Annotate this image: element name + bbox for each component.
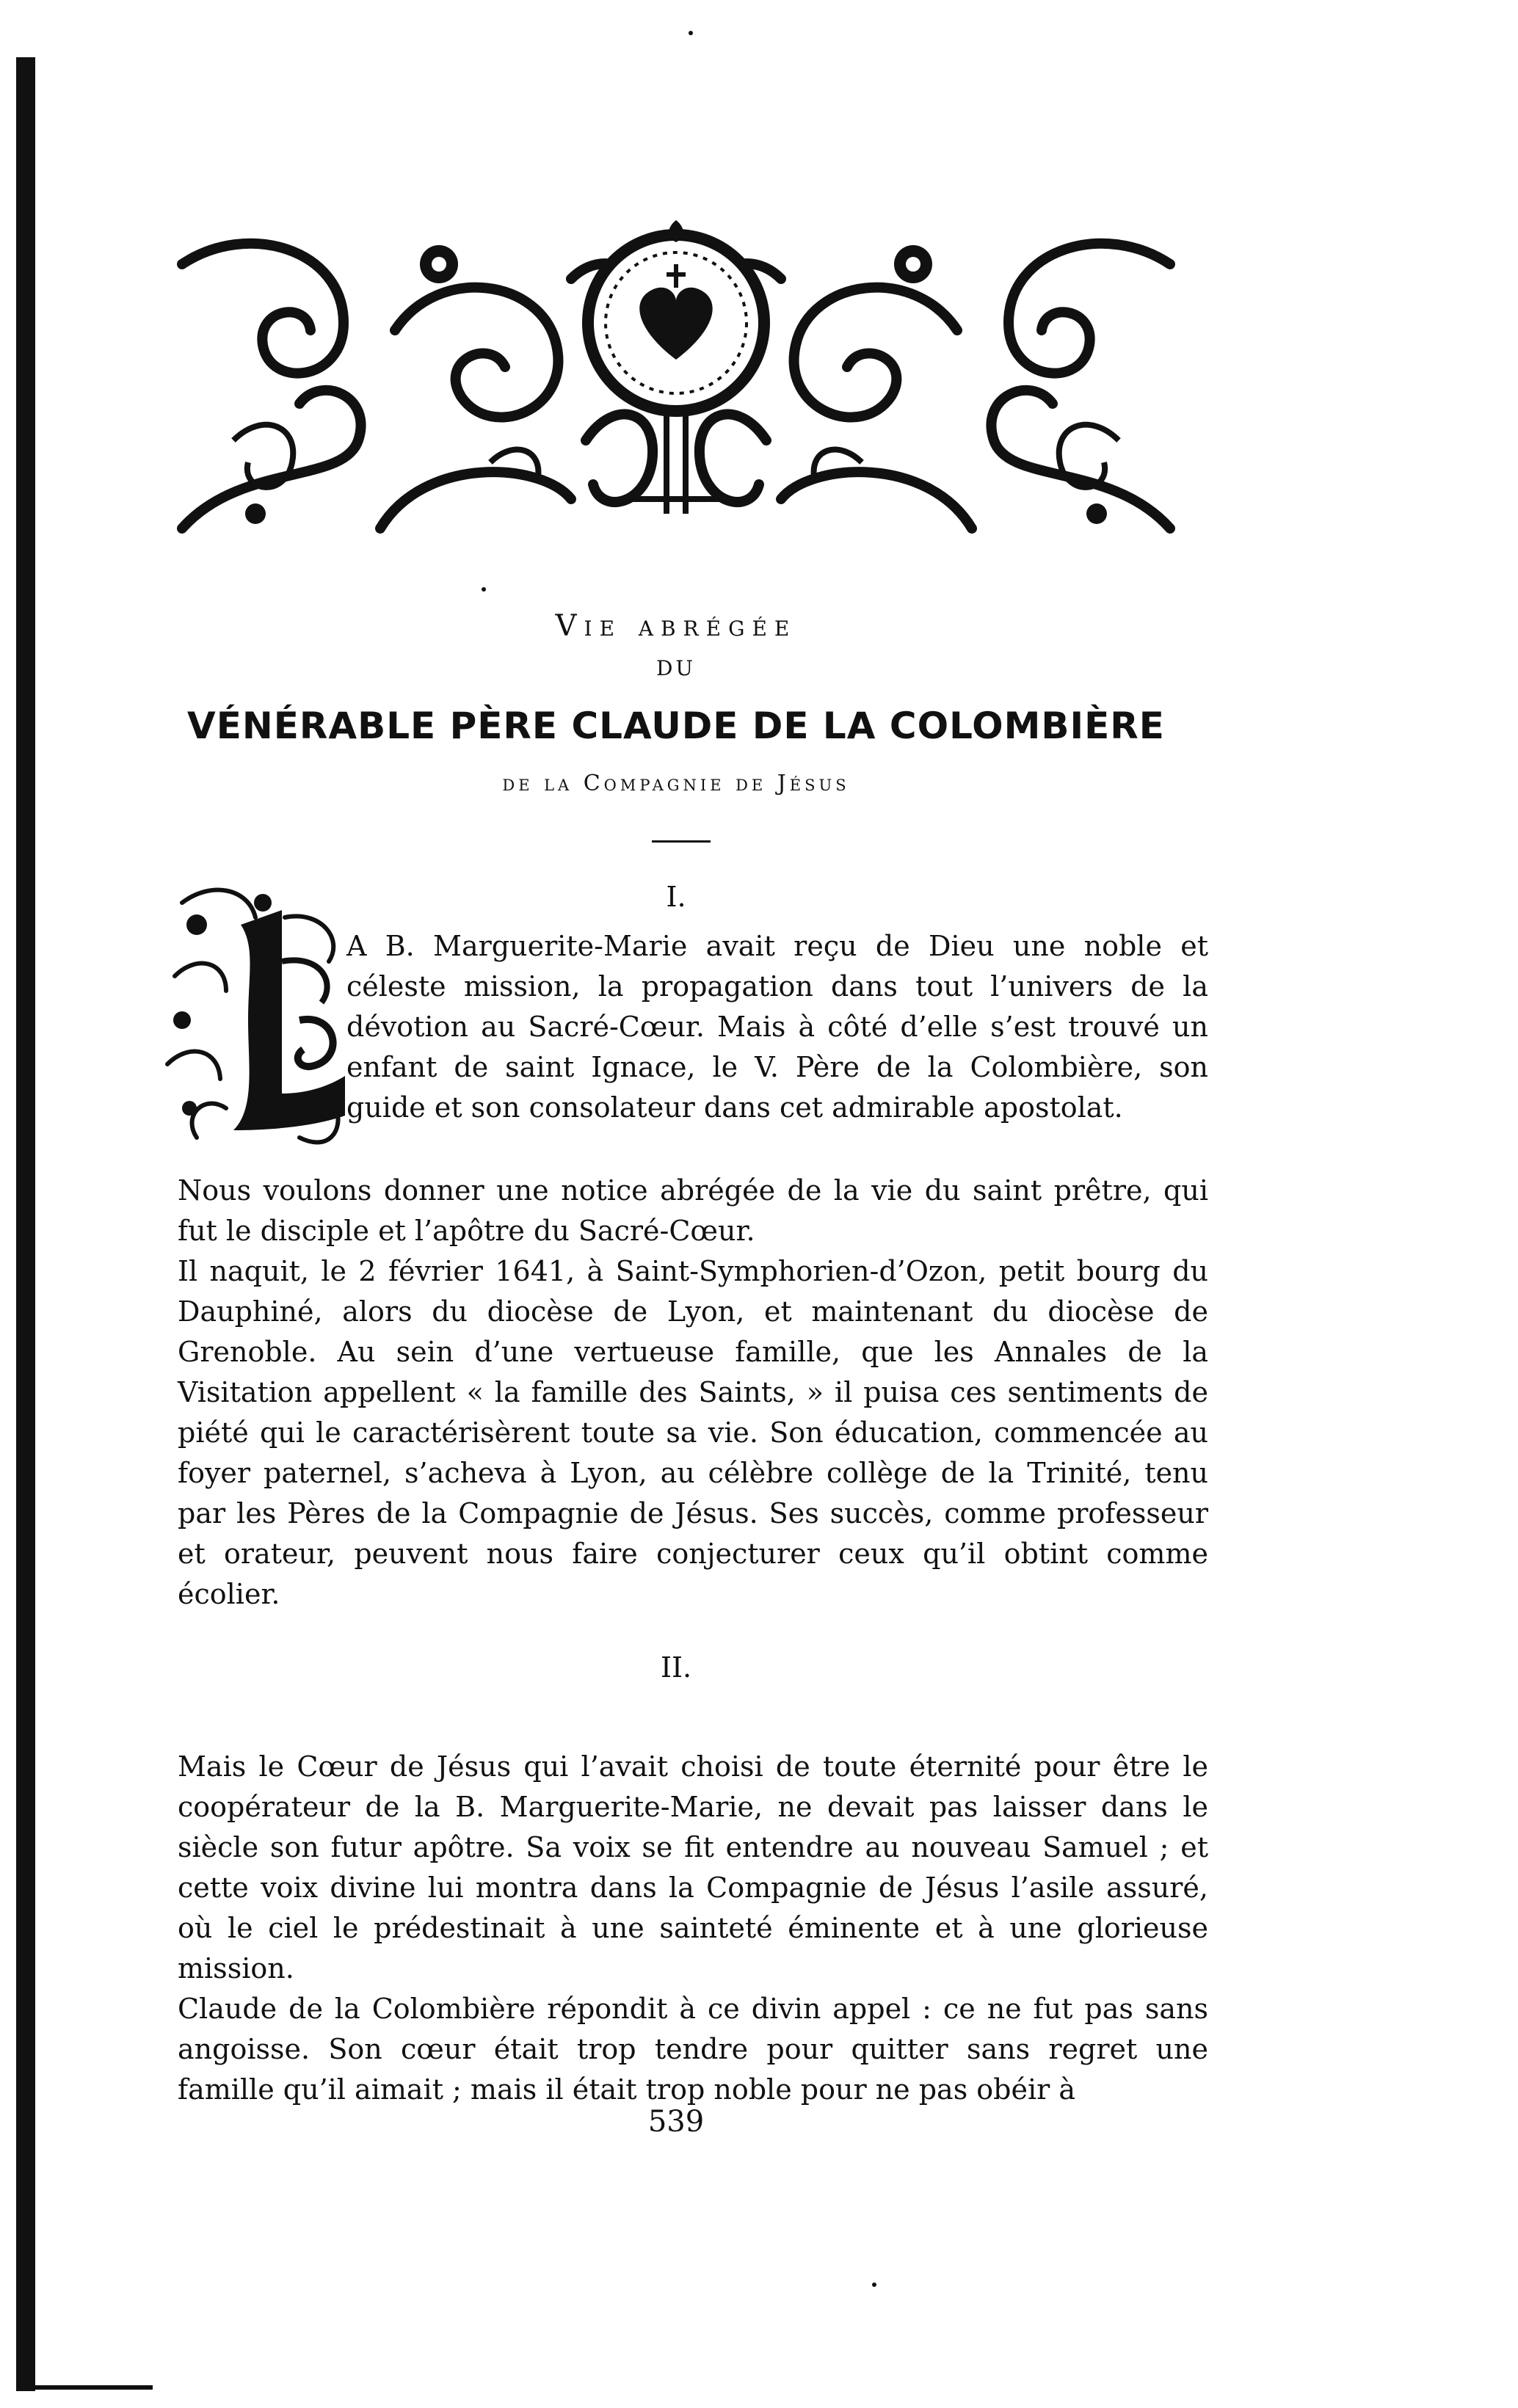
floral-headpiece (160, 220, 1192, 549)
paragraph: Mais le Cœur de Jésus qui l’avait choisi de toute éternité pour être le coopérateur de la B. Marguerite-Marie, ne devait pas laisser dans le siècle son futur apôtre. Sa voix se fit entendre au nouveau Samuel ; et cette voix divine lui montra dans la Compagnie de Jésus l’asile assuré, où le ciel le prédestinait à une sainteté éminente et à une glorieuse mission. (178, 1750, 1208, 1985)
ink-speck (872, 2282, 876, 2287)
ornate-letter-l (153, 873, 352, 1174)
title-divider (652, 840, 711, 843)
ink-speck (482, 587, 486, 592)
page-number: 539 (647, 2105, 705, 2139)
section-number: II. (660, 1651, 692, 1684)
paragraph: Claude de la Colombière répondit à ce divin appel : ce ne fut pas sans angoisse. Son cœur était trop tendre pour quitter sans regret une famille qu’il aimait ; mais il était trop noble pour ne pas obéir à (178, 1993, 1208, 2106)
title-line-4: de la Compagnie de Jésus (502, 771, 850, 796)
section-1-body (178, 1171, 1208, 1615)
title-line-2: DU (656, 656, 697, 680)
binding-edge (16, 57, 35, 2391)
title-line-1: Vie abrégée (555, 609, 797, 643)
section-number: I. (666, 881, 686, 913)
ink-speck (689, 31, 693, 35)
paragraph: Nous voulons donner une notice abrégée de la vie du saint prêtre, qui fut le disciple et l’apôtre du Sacré-Cœur. (178, 1174, 1208, 1247)
title-line-3: VÉNÉRABLE PÈRE CLAUDE DE LA COLOMBIÈRE (187, 705, 1165, 747)
opening-paragraph: A B. Marguerite-Marie avait reçu de Dieu une noble et céleste mission, la propagation dans tout l’univers de la dévotion au Sacré-Cœur. Mais à côté d’elle s’est trouvé un enfant de saint Ignace, le V. Père de la Colombière, son guide et son consolateur dans cet admirable apostolat. (346, 930, 1208, 1124)
paragraph: Il naquit, le 2 février 1641, à Saint-Symphorien-d’Ozon, petit bourg du Dauphiné, alors du diocèse de Lyon, et maintenant du diocèse de Grenoble. Au sein d’une vertueuse famille, que les Annales de la Visitation appellent « la famille des Saints, » il puisa ces sentiments de piété qui le caractérisèrent toute sa vie. Son éducation, commencée au foyer paternel, s’acheva à Lyon, au célèbre collège de la Trinité, tenu par les Pères de la Compagnie de Jésus. Ses succès, comme professeur et orateur, peuvent nous faire conjecturer ceux qu’il obtint comme écolier. (178, 1255, 1208, 1610)
section-2-body (178, 1747, 1208, 2110)
bottom-edge-rule (35, 2385, 153, 2390)
